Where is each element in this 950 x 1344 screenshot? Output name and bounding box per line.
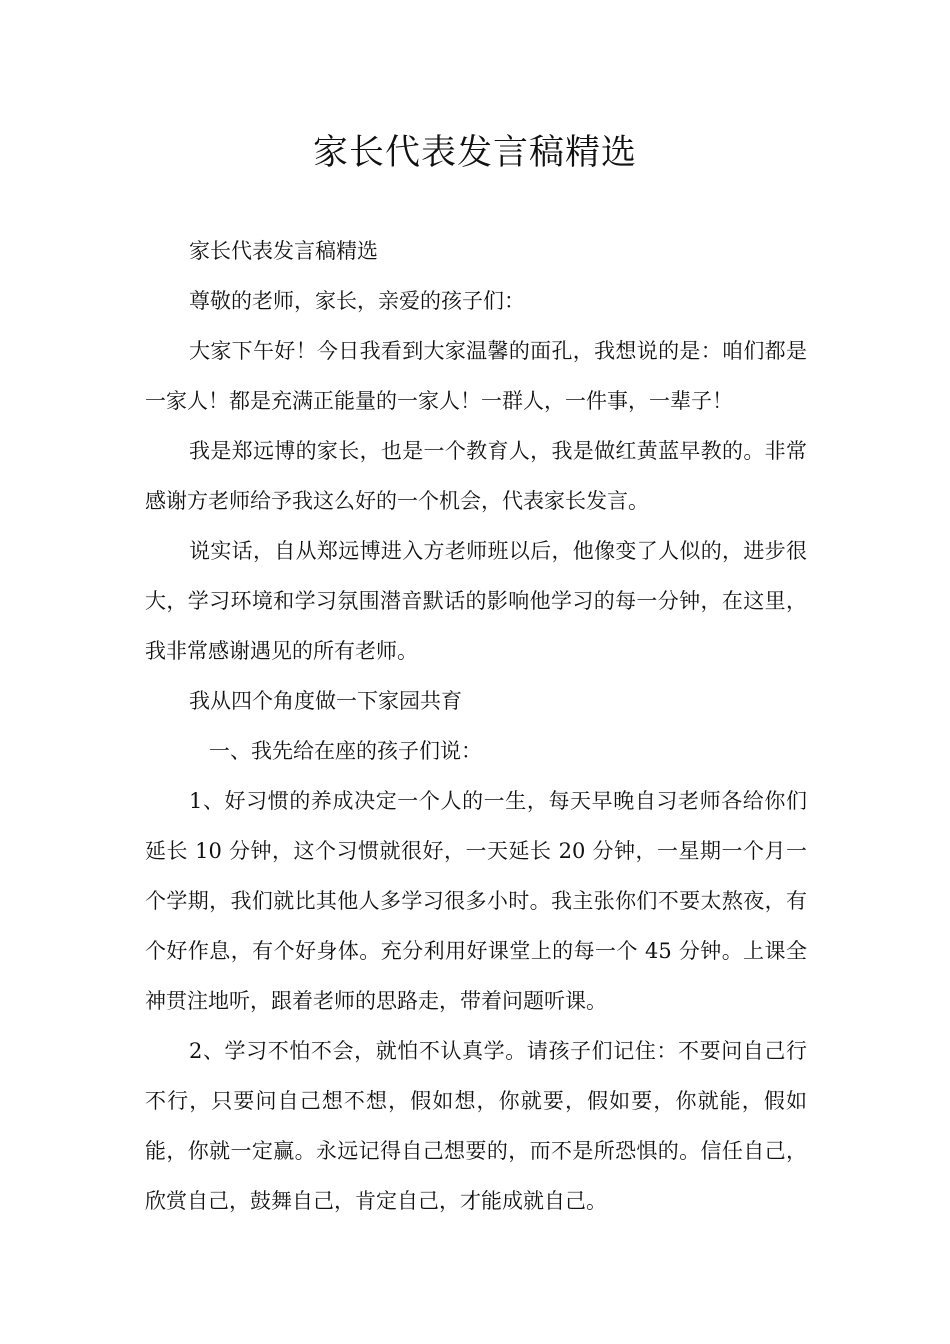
paragraph-subtitle: 家长代表发言稿精选 — [189, 239, 378, 263]
section-heading-one: 一、我先给在座的孩子们说： — [209, 739, 482, 763]
paragraph-introduction: 我是郑远博的家长，也是一个教育人，我是做红黄蓝早教的。非常感谢方老师给予我这么好的一个机会，代表家长发言。 — [145, 439, 807, 513]
paragraph-four-angles: 我从四个角度做一下家园共育 — [189, 689, 462, 713]
document-body — [145, 226, 807, 1226]
paragraph-opening: 大家下午好！今日我看到大家温馨的面孔，我想说的是：咱们都是一家人！都是充满正能量的一家人！一群人，一件事，一辈子！ — [145, 339, 807, 413]
paragraph-point-two: 2、学习不怕不会，就怕不认真学。请孩子们记住：不要问自己行不行，只要问自己想不想，假如想，你就要，假如要，你就能，假如能，你就一定赢。永远记得自己想要的，而不是所恐惧的。信任自己，欣赏自己，鼓舞自己，肯定自己，才能成就自己。 — [145, 1039, 807, 1213]
document-title: 家长代表发言稿精选 — [312, 133, 637, 173]
paragraph-gratitude: 说实话，自从郑远博进入方老师班以后，他像变了人似的，进步很大，学习环境和学习氛围潜音默话的影响他学习的每一分钟，在这里，我非常感谢遇见的所有老师。 — [145, 539, 807, 663]
paragraph-point-one: 1、好习惯的养成决定一个人的一生，每天早晚自习老师各给你们延长 10 分钟，这个习惯就很好，一天延长 20 分钟，一星期一个月一个学期，我们就比其他人多学习很多小时。我主张你们不要太熬夜，有个好作息，有个好身体。充分利用好课堂上的每一个 45 分钟。上课全神贯注地听，跟着老师的思路走，带着问题听课。 — [145, 789, 807, 1013]
paragraph-greeting: 尊敬的老师，家长，亲爱的孩子们： — [189, 289, 525, 313]
